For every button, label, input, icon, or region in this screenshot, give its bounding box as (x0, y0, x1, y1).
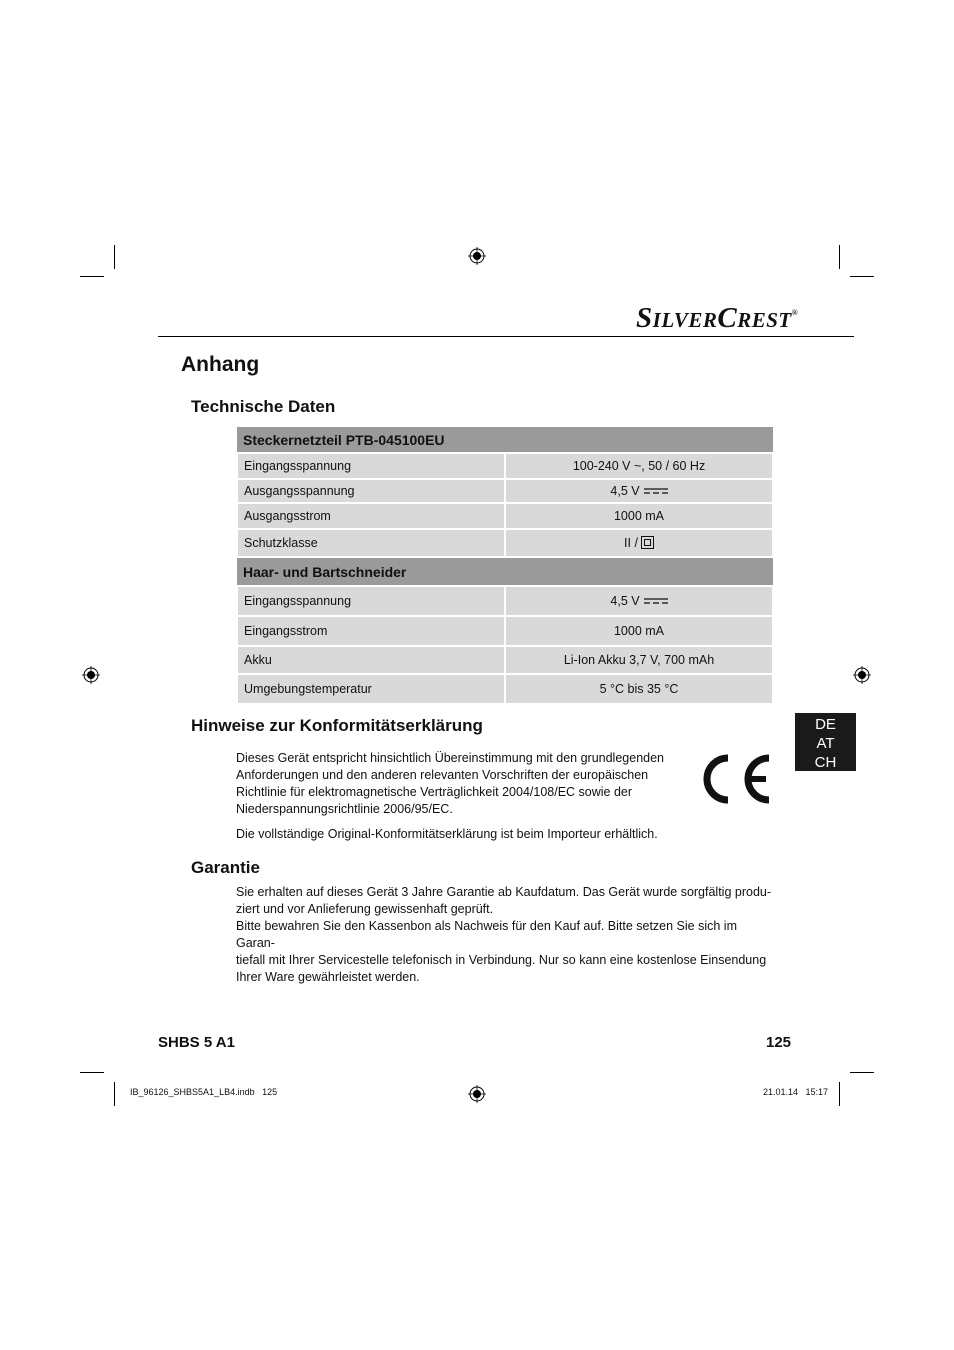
spec-section-title: Haar- und Bartschneider (237, 557, 773, 586)
spec-value-text: 1000 mA (613, 624, 665, 638)
spec-value (505, 479, 773, 503)
table-row (237, 616, 773, 646)
spec-value-text: II / (624, 535, 638, 550)
registration-mark-icon (82, 666, 100, 684)
spec-value (505, 674, 773, 704)
crop-mark (850, 1072, 874, 1073)
crop-mark (80, 276, 104, 277)
header-rule (158, 336, 854, 337)
crop-mark (80, 1072, 104, 1073)
class-ii-symbol-icon (641, 536, 654, 549)
crop-mark (839, 1082, 840, 1106)
spec-value (505, 529, 773, 557)
spec-value-text: Li-Ion Akku 3,7 V, 700 mAh (563, 653, 715, 667)
conformity-text-2: Die vollständige Original-Konformitätserklärung ist beim Importeur erhältlich. (236, 827, 658, 841)
spec-value-text: 4,5 V (610, 484, 640, 498)
crop-mark (850, 276, 874, 277)
spec-section-header (237, 427, 773, 453)
spec-value (505, 503, 773, 529)
spec-label: Schutzklasse (237, 529, 505, 557)
dc-symbol-icon (644, 597, 668, 605)
spec-label: Ausgangsstrom (237, 503, 505, 529)
dc-symbol-icon (644, 487, 668, 495)
footer-model: SHBS 5 A1 (158, 1034, 235, 1051)
garantie-text: Sie erhalten auf dieses Gerät 3 Jahre Garantie ab Kaufdatum. Das Gerät wurde sorgfältig produ- ziert und vor Anlieferung gewissenhaft geprüft. Bitte bewahren Sie den Kassenbon als Nachweis für den Kauf auf. Bitte setzen Sie sich im Garan- tiefall mit Ihrer Servicestelle telefonisch in Verbindung. Nur so kann eine kostenlose Einsendung Ihrer Ware gewährleistet werden. (236, 885, 772, 984)
spec-value (505, 616, 773, 646)
table-row (237, 674, 773, 704)
spec-section-title: Steckernetzteil PTB-045100EU (237, 427, 773, 453)
spec-value (505, 646, 773, 674)
crop-mark (839, 245, 840, 269)
registration-mark-icon (853, 666, 871, 684)
registration-mark-icon (468, 1085, 486, 1103)
table-row (237, 646, 773, 674)
spec-value (505, 453, 773, 479)
technical-heading: Technische Daten (191, 397, 336, 416)
spec-section-header (237, 557, 773, 586)
spec-table (236, 427, 774, 705)
spec-value (505, 586, 773, 616)
spec-value-text: 100-240 V ~, 50 / 60 Hz (572, 459, 706, 473)
garantie-heading: Garantie (191, 858, 260, 877)
table-row (237, 529, 773, 557)
spec-value-text: 5 °C bis 35 °C (599, 682, 679, 696)
crop-mark (114, 1082, 115, 1106)
page-title: Anhang (181, 353, 260, 376)
table-row (237, 453, 773, 479)
conformity-text: Dieses Gerät entspricht hinsichtlich Übereinstimmung mit den grundlegenden Anforderungen und den anderen relevanten Vorschriften der europäischen Richtlinie für elektromagnetische Verträglichkeit 2004/108/EC sowie der Niederspannungsrichtlinie 2006/95/EC. (236, 751, 664, 816)
spec-value-text: 1000 mA (613, 509, 665, 523)
spec-label: Umgebungstemperatur (237, 674, 505, 704)
slug-file: IB_96126_SHBS5A1_LB4.indb 125 (130, 1087, 278, 1097)
ce-mark-icon (697, 752, 773, 806)
conformity-heading: Hinweise zur Konformitätserklärung (191, 716, 483, 735)
spec-value-text: 4,5 V (610, 594, 640, 608)
spec-label: Eingangsspannung (237, 586, 505, 616)
spec-label: Ausgangsspannung (237, 479, 505, 503)
table-row (237, 586, 773, 616)
page-number: 125 (766, 1034, 792, 1051)
crop-mark (114, 245, 115, 269)
spec-label: Akku (237, 646, 505, 674)
brand-logo: SILVERCREST® (636, 302, 799, 334)
spec-label: Eingangsspannung (237, 453, 505, 479)
language-tab: DE AT CH (795, 713, 856, 771)
spec-label: Eingangsstrom (237, 616, 505, 646)
table-row (237, 503, 773, 529)
slug-date: 21.01.14 15:17 (763, 1087, 829, 1097)
table-row (237, 479, 773, 503)
registration-mark-icon (468, 247, 486, 265)
